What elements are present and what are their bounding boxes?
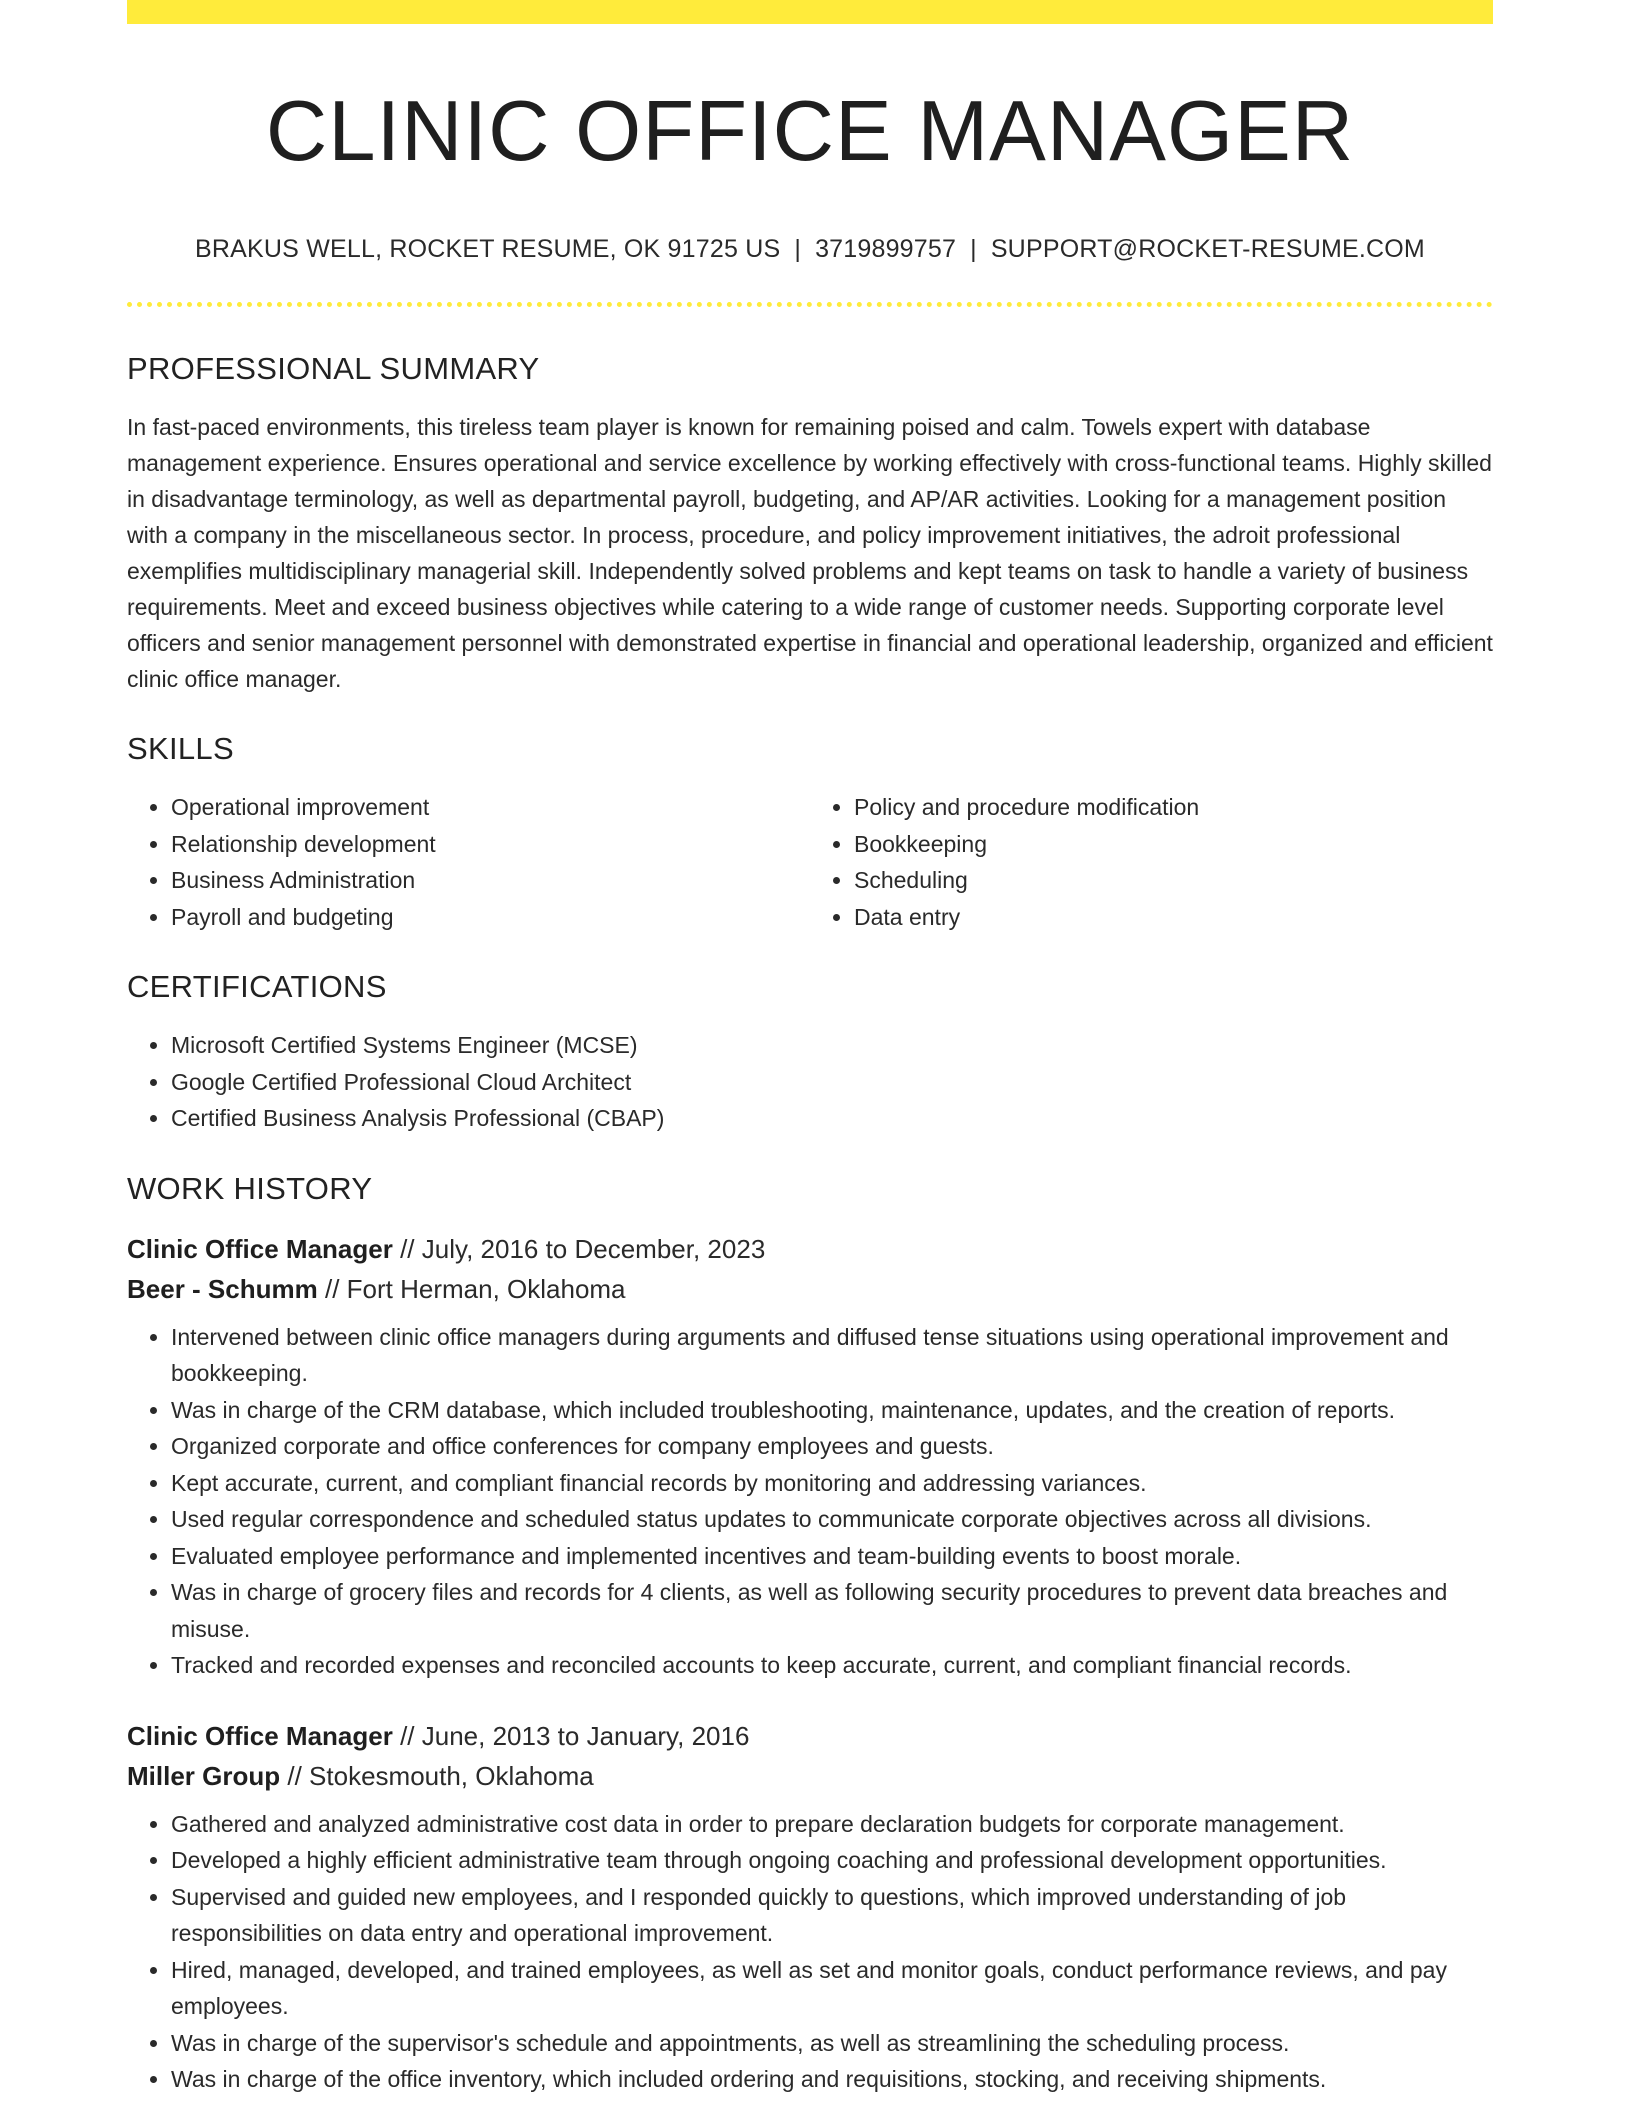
job-divider: // [324,1273,340,1304]
skills-column-right [810,789,1493,935]
skill-item: • Data entry [854,899,1493,936]
job-divider: // [400,1233,415,1264]
skill-item: • Policy and procedure modification [854,789,1493,826]
job-company: Beer - Schumm [127,1273,318,1304]
duty-item: • Was in charge of the CRM database, which included troubleshooting, maintenance, updates, and the creation of reports. [171,1392,1493,1429]
job-company: Miller Group [127,1760,281,1791]
skill-item: • Payroll and budgeting [171,899,810,936]
certification-item: • Certified Business Analysis Professional (CBAP) [171,1100,1493,1137]
job-entry [127,1229,1493,1684]
duty-item: • Used regular correspondence and scheduled status updates to communicate corporate objectives across all divisions. [171,1501,1493,1538]
job-location: Stokesmouth, Oklahoma [309,1760,594,1791]
job-entry [127,1716,1493,2098]
skill-item: • Bookkeeping [854,826,1493,863]
duty-item: • Evaluated employee performance and implemented incentives and team-building events to boost morale. [171,1538,1493,1575]
duty-item: • Was in charge of the supervisor's schedule and appointments, as well as streamlining the scheduling process. [171,2025,1493,2062]
contact-email[interactable]: SUPPORT@ROCKET-RESUME.COM [990,235,1425,263]
duty-item: • Kept accurate, current, and compliant financial records by monitoring and addressing variances. [171,1465,1493,1502]
accent-bar [127,0,1493,24]
skills-column-left [127,789,810,935]
duty-item: • Developed a highly efficient administrative team through ongoing coaching and professional development opportunities. [171,1842,1493,1879]
certification-item: • Microsoft Certified Systems Engineer (MCSE) [171,1027,1493,1064]
contact-line [127,234,1493,264]
duty-item: • Gathered and analyzed administrative cost data in order to prepare declaration budgets for corporate management. [171,1806,1493,1843]
skills-list [127,789,1493,935]
dotted-divider [127,302,1493,307]
job-role-line [127,1716,1493,1756]
job-company-line [127,1269,1493,1309]
duty-item: • Was in charge of the office inventory, which included ordering and requisitions, stocking, and receiving shipments. [171,2061,1493,2098]
certifications-heading: CERTIFICATIONS [127,969,387,1004]
job-role: Clinic Office Manager [127,1720,393,1751]
job-duties-list [127,1806,1493,2098]
contact-address: BRAKUS WELL, ROCKET RESUME, OK 91725 US [195,235,781,263]
job-dates: July, 2016 to December, 2023 [421,1233,766,1264]
resume-page [127,0,1493,2098]
job-dates: June, 2013 to January, 2016 [421,1720,750,1751]
job-role: Clinic Office Manager [127,1233,393,1264]
duty-item: • Tracked and recorded expenses and reconciled accounts to keep accurate, current, and compliant financial records. [171,1647,1493,1684]
skill-item: • Operational improvement [171,789,810,826]
contact-phone[interactable]: 3719899757 [815,235,957,263]
duty-item: • Intervened between clinic office managers during arguments and diffused tense situations using operational improvement and bookkeeping. [171,1319,1493,1392]
contact-separator: | [794,235,802,263]
duty-item: • Supervised and guided new employees, and I responded quickly to questions, which improved understanding of job responsibilities on data entry and operational improvement. [171,1879,1493,1952]
job-location: Fort Herman, Oklahoma [346,1273,626,1304]
work-history-heading: WORK HISTORY [127,1170,373,1206]
contact-separator: | [970,235,977,263]
summary-text: In fast-paced environments, this tireless team player is known for remaining poised and calm. Towels expert with database management experience. Ensures operational and service excellence by working effectively with cross-functional teams. Highly skilled in disadvantage terminology, as well as departmental payroll, budgeting, and AP/AR activities. Looking for a management position with a company in the miscellaneous sector. In process, procedure, and policy improvement initiatives, the adroit professional exemplifies multidisciplinary managerial skill. Independently solved problems and kept teams on task to handle a variety of business requirements. Meet and exceed business objectives while catering to a wide range of customer needs. Supporting corporate level officers and senior management personnel with demonstrated expertise in financial and operational leadership, organized and efficient clinic office manager. [127,414,1493,692]
duty-item: • Hired, managed, developed, and trained employees, as well as set and monitor goals, conduct performance reviews, and pay employees. [171,1952,1493,2025]
skill-item: • Scheduling [854,862,1493,899]
job-company-line [127,1756,1493,1796]
duty-item: • Was in charge of grocery files and records for 4 clients, as well as following security procedures to prevent data breaches and misuse. [171,1574,1493,1647]
skills-heading: SKILLS [127,731,234,766]
job-divider: // [287,1760,302,1791]
certifications-list [127,1027,1493,1137]
duty-item: • Organized corporate and office conferences for company employees and guests. [171,1428,1493,1465]
certification-item: • Google Certified Professional Cloud Architect [171,1064,1493,1101]
job-role-line [127,1229,1493,1269]
summary-heading: PROFESSIONAL SUMMARY [127,351,540,386]
resume-title: CLINIC OFFICE MANAGER [265,84,1355,179]
skill-item: • Business Administration [171,862,810,899]
job-duties-list [127,1319,1493,1684]
job-divider: // [400,1720,415,1751]
skill-item: • Relationship development [171,826,810,863]
